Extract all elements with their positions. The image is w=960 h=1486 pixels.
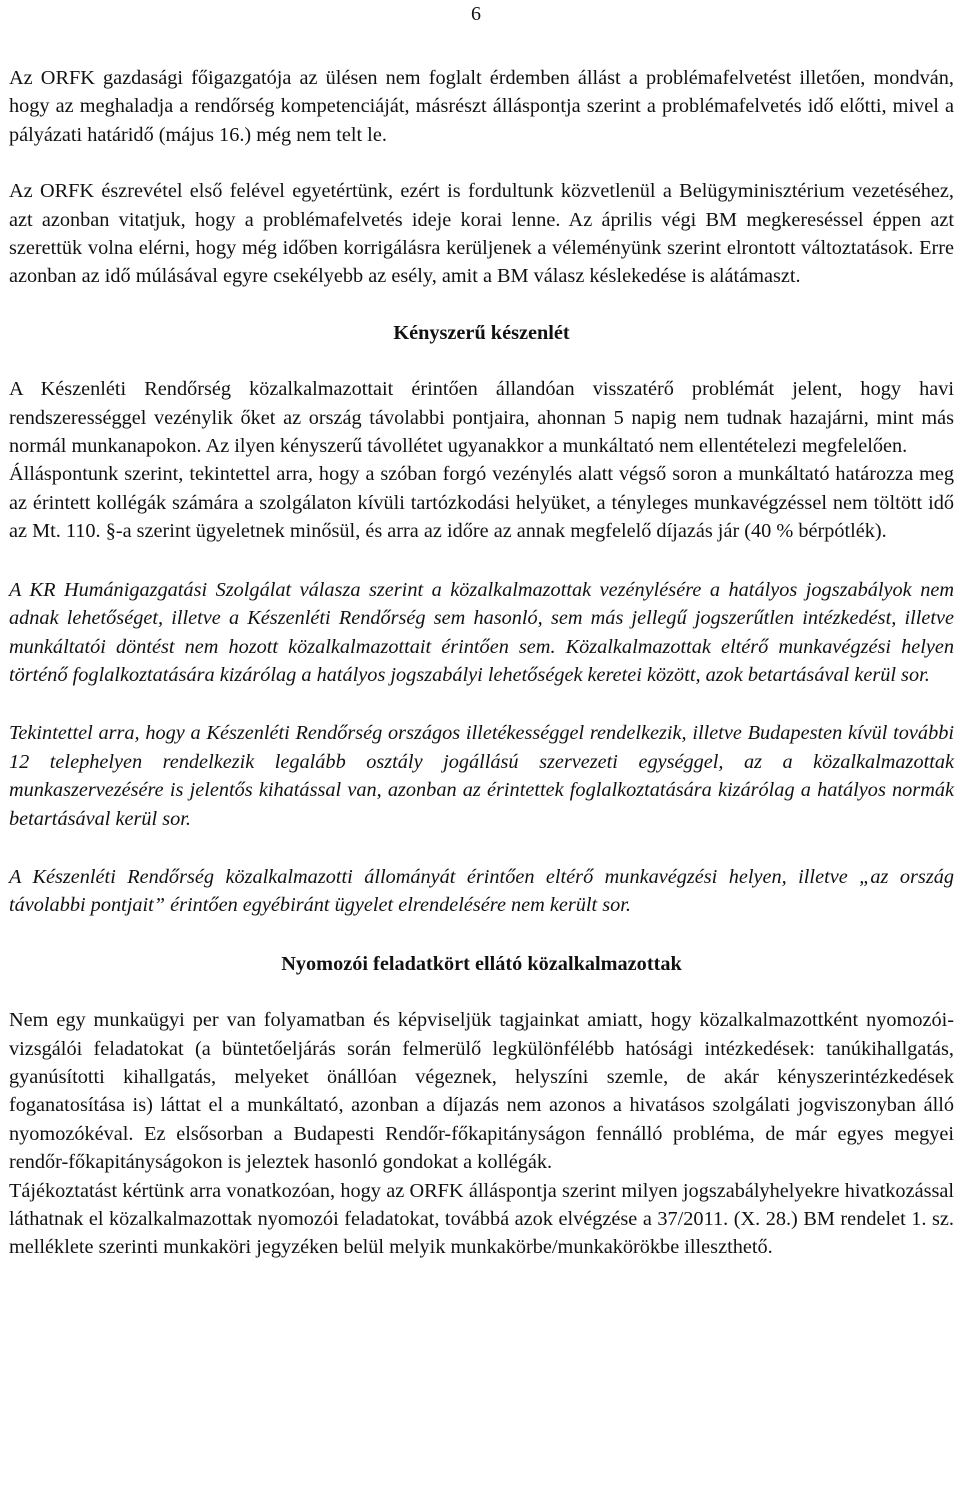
paragraph-spacer xyxy=(9,149,954,177)
paragraph-kr-reply: A KR Humánigazgatási Szolgálat válasza szerint a közalkalmazottak vezénylésére a hatályos jogszabályok nem adnak lehetőséget, illetve a Készenléti Rendőrség sem hasonló, sem más jellegű jogszerűtlen intézkedést, illetve munkáltatói döntést nem hozott közalkalmazottait érintően sem. Közalkalmazottak eltérő munkavégzési helyen történő foglalkoztatására kizárólag a hatályos jogszabályi lehetőségek keretei között, azok betartásával kerül sor. xyxy=(9,578,954,686)
paragraph-spacer xyxy=(9,347,954,375)
paragraph-spacer xyxy=(9,978,954,1006)
paragraph-spacer xyxy=(9,689,954,719)
paragraph-standby-position: Álláspontunk szerint, tekintettel arra, hogy a szóban forgó vezénylés alatt végső soron a munkáltató határozza meg az érintett kollégák számára a szolgálaton kívüli tartózkodási helyüket, a tényleges munkavégzéssel nem töltött idő az Mt. 110. §-a szerint ügyeletnek minősül, és arra az időre az annak megfelelő díjazás jár (40 % bérpótlék). xyxy=(9,463,954,543)
page-number: 6 xyxy=(471,3,481,25)
paragraph-information-request: Tájékoztatást kértünk arra vonatkozóan, hogy az ORFK álláspontja szerint milyen jogszabályhelyekre hivatkozással láthatnak el közalkalmazottak nyomozói feladatokat, továbbá azok elvégzése a 37/2011. (X. 28.) BM rendelet 1. sz. melléklete szerinti munkaköri jegyzéken belül melyik munkakörbe/munkakörökbe illeszthető. xyxy=(9,1179,954,1259)
section-heading-investigators: Nyomozói feladatkört ellátó közalkalmazottak xyxy=(281,952,682,975)
paragraph-kr-jurisdiction: Tekintettel arra, hogy a Készenléti Rendőrség országos illetékességgel rendelkezik, illetve Budapesten kívül további 12 telephelyen rendelkezik legalább osztály jogállású szervezeti egységgel, az a közalkalmazottak munkaszervezésére is jelentős kihatással van, azonban az érintettek foglalkoztatására kizárólag a hatályos normák betartásával kerül sor. xyxy=(9,722,954,830)
paragraph-spacer xyxy=(9,291,954,319)
paragraph-labor-disputes: Nem egy munkaügyi per van folyamatban és képviseljük tagjainkat amiatt, hogy közalkalmazottként nyomozói-vizsgálói feladatokat (a büntetőeljárás során felmerülő legkülönfélébb hatósági intézkedések: tanúkihallgatás, gyanúsítotti kihallgatás, melyeket önállóan végeznek, helyszíni szemle, de akár kényszerintézkedések foganatosítása is) láttat el a munkáltató, azonban a díjazás nem azonos a hivatásos szolgálati jogviszonyban álló nyomozókéval. Ez elsősorban a Budapesti Rendőr-főkapitányságon fennálló probléma, de már egyes megyei rendőr-főkapitányságokon is jeleztek hasonló gondokat a kollégák. xyxy=(9,1009,954,1174)
paragraph-spacer xyxy=(9,920,954,950)
document-body xyxy=(9,64,954,1262)
paragraph-orfk-comment: Az ORFK észrevétel első felével egyetértünk, ezért is fordultunk közvetlenül a Belügyminisztérium vezetéséhez, azt azonban vitatjuk, hogy a problémafelvetés ideje korai lenne. Az április végi BM megkereséssel éppen azt szerettük volna elérni, hogy még időben korrigálásra kerüljenek a véleményünk szerint elrontott változtatások. Erre azonban az idő múlásával egyre csekélyebb az esély, amit a BM válasz késlekedése is alátámaszt. xyxy=(9,180,954,288)
paragraph-kr-duty: A Készenléti Rendőrség közalkalmazotti állományát érintően eltérő munkavégzési helyen, illetve „az ország távolabbi pontjait” érintően egyébiránt ügyelet elrendelésére nem került sor. xyxy=(9,865,954,917)
paragraph-spacer xyxy=(9,833,954,863)
paragraph-standby-problem: A Készenléti Rendőrség közalkalmazottait érintően állandóan visszatérő problémát jelent, hogy havi rendszerességgel vezénylik őket az ország távolabbi pontjaira, ahonnan 5 napig nem tudnak hazajárni, mint más normál munkanapokon. Az ilyen kényszerű távollétet ugyanakkor a munkáltató nem ellentételezi megfelelően. xyxy=(9,378,954,458)
paragraph-orfk-response: Az ORFK gazdasági főigazgatója az ülésen nem foglalt érdemben állást a problémafelvetést illetően, mondván, hogy az meghaladja a rendőrség kompetenciáját, másrészt álláspontja szerint a problémafelvetés idő előtti, mivel a pályázati határidő (május 16.) még nem telt le. xyxy=(9,67,954,146)
section-heading-forced-standby: Kényszerű készenlét xyxy=(393,321,570,344)
paragraph-spacer xyxy=(9,546,954,576)
